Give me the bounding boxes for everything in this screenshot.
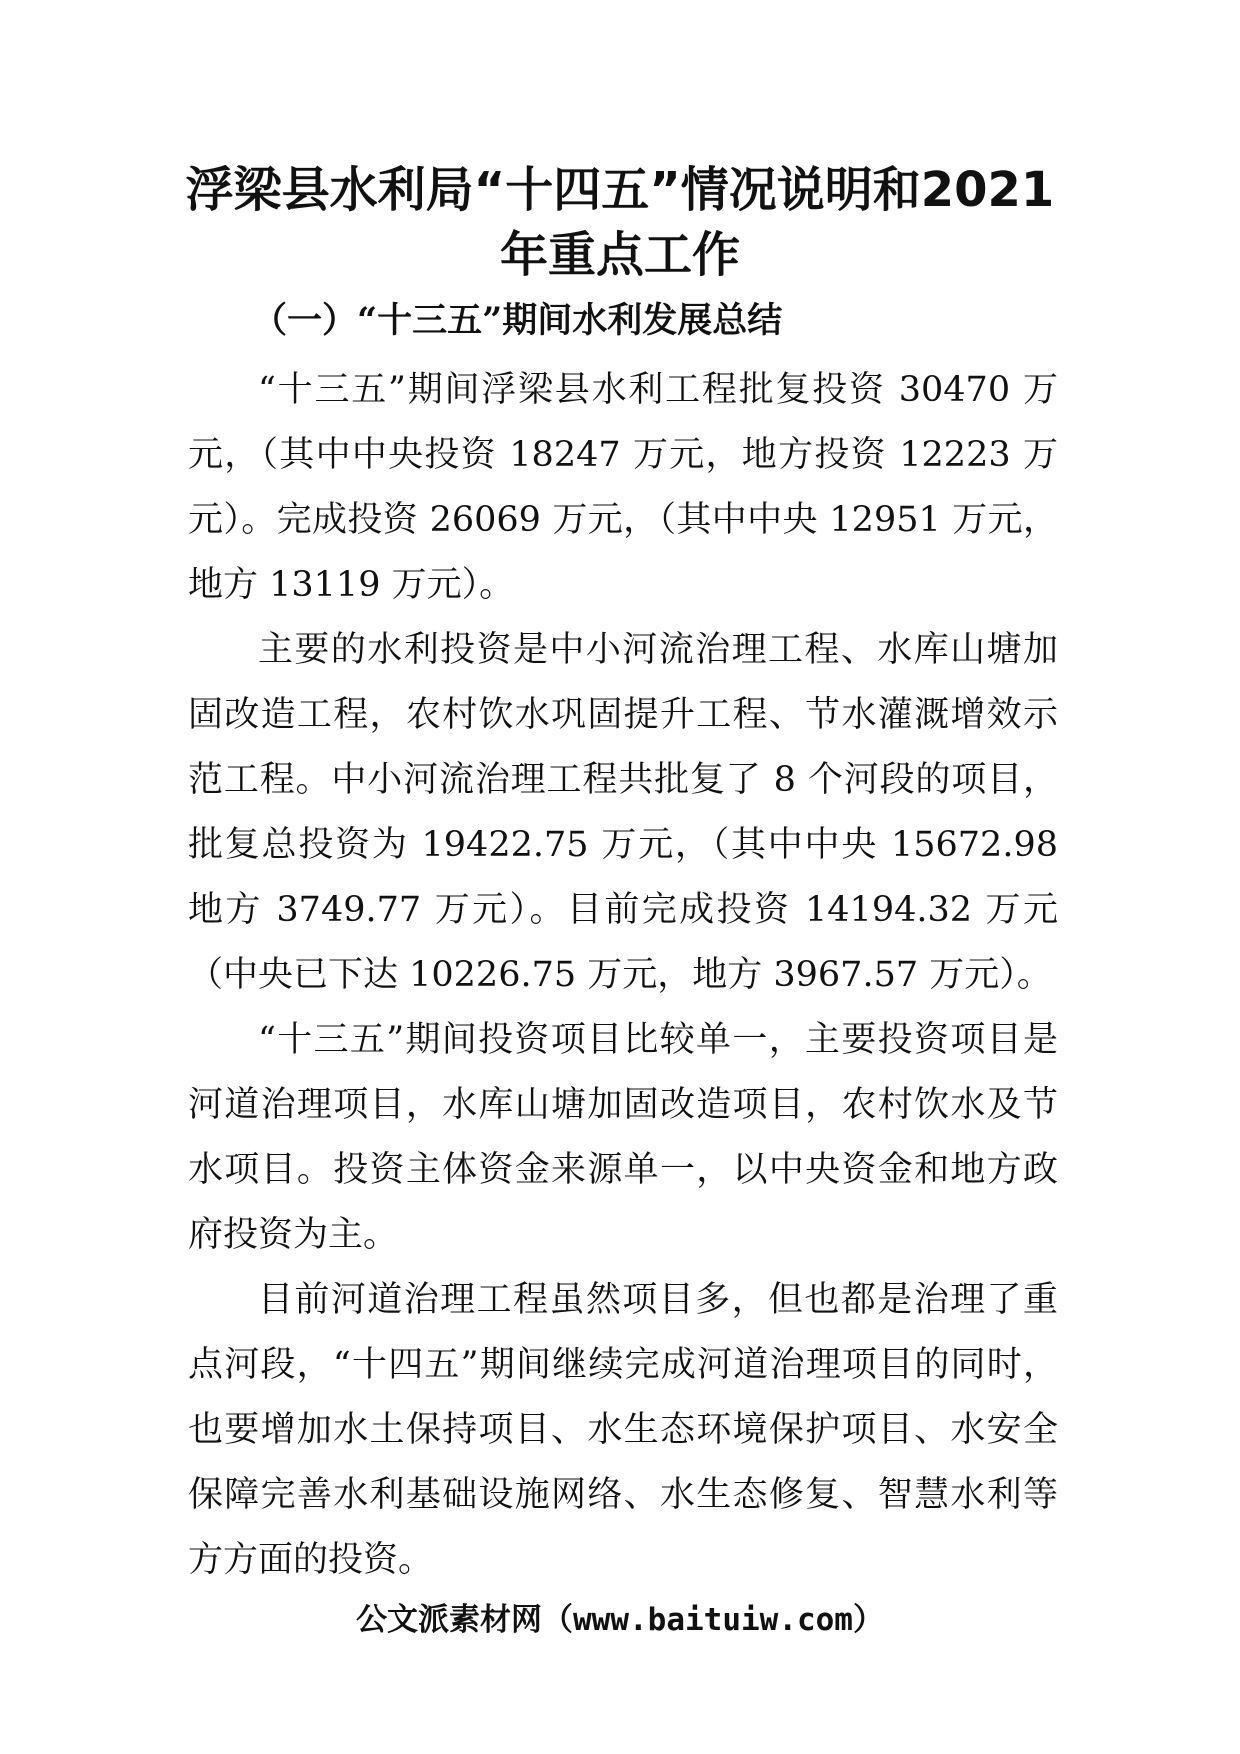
- section-heading: （一）“十三五”期间水利发展总结: [252, 300, 783, 341]
- footer-watermark: [150, 1600, 1090, 1640]
- footer-site-name: 公文派素材网: [356, 1602, 543, 1638]
- paragraph-main-investments: 主要的水利投资是中小河流治理工程、水库山塘加固改造工程，农村饮水巩固提升工程、节水灌溉增效示范工程。中小河流治理工程共批复了 8 个河段的项目，批复总投资为 19422.75 万元，（其中中央 15672.98 地方 3749.77 万元）。目前完成投资 14194.32 万元（中央已下达 10226.75 万元，地方 3967.57 万元）。: [188, 630, 1058, 995]
- paragraph-investment-summary: “十三五”期间浮梁县水利工程批复投资 30470 万元，（其中中央投资 18247 万元，地方投资 12223 万元）。完成投资 26069 万元，（其中中央 12951 万元，地方 13119 万元）。: [188, 370, 1058, 605]
- document-body: [188, 358, 1058, 1593]
- footer-site-url: （www.baituiw.com）: [542, 1602, 884, 1638]
- paragraph-investment-structure: “十三五”期间投资项目比较单一，主要投资项目是河道治理项目，水库山塘加固改造项目，农村饮水及节水项目。投资主体资金来源单一，以中央资金和地方政府投资为主。: [188, 1020, 1058, 1255]
- document-title-line-1: 浮梁县水利局“十四五”情况说明和2021: [185, 162, 1055, 218]
- document-title-line-2: 年重点工作: [499, 227, 740, 283]
- paragraph-future-plans: 目前河道治理工程虽然项目多，但也都是治理了重点河段，“十四五”期间继续完成河道治理项目的同时，也要增加水土保持项目、水生态环境保护项目、水安全保障完善水利基础设施网络、水生态修复、智慧水利等方方面的投资。: [188, 1280, 1058, 1580]
